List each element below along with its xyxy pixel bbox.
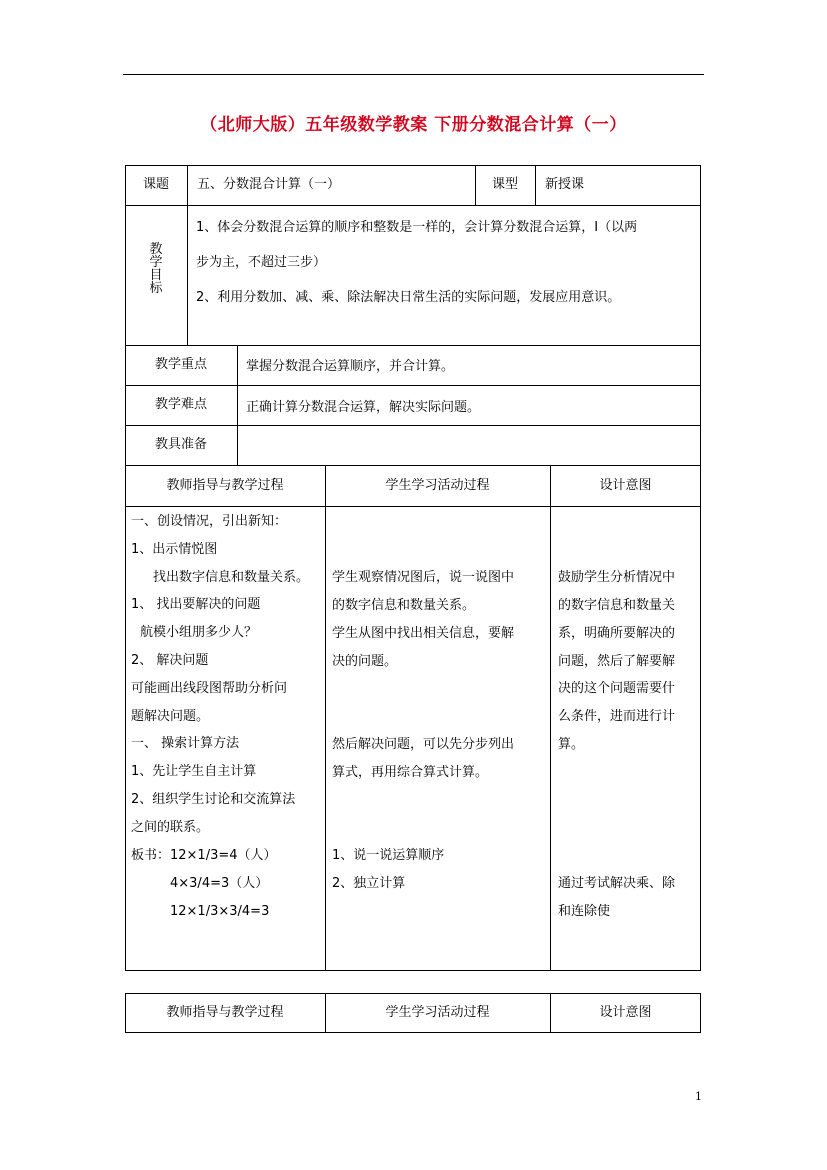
footer-header-student: 学生学习活动过程 [385,1005,490,1020]
difficulty-value: 正确计算分数混合运算，解决实际问题。 [246,400,481,415]
teacher-line: 一、创设情况，引出新知： [131,514,288,529]
footer-header-teacher: 教师指导与教学过程 [166,1005,284,1020]
table-rule [535,165,536,205]
table-rule [125,506,701,507]
header-rule [123,74,704,75]
table-rule [125,205,701,206]
intent-line: 和连除使 [558,904,611,919]
type-label: 课型 [491,177,518,192]
student-line: 的数字信息和数量关系。 [332,598,476,613]
intent-line: 系，明确所要解决的 [558,626,676,641]
student-line: 学生观察情况图后，说一说图中 [332,570,515,585]
teacher-line: 题解决问题。 [131,709,210,724]
table-rule [125,385,701,386]
table-rule [237,345,238,465]
teacher-line: 一、 操索计算方法 [131,736,240,751]
goal-line: 1、体会分数混合运算的顺序和整数是一样的，会计算分数混合运算，I（以两 [196,220,638,235]
teacher-line: 航模小组朋多少人？ [127,625,258,640]
student-line: 算式，再用综合算式计算。 [332,765,489,780]
type-value: 新授课 [545,177,585,192]
teacher-line: 可能画出线段图帮助分析问 [131,681,288,696]
teacher-line: 之间的联系。 [131,820,210,835]
document-title: （北师大版）五年级数学教案 下册分数混合计算（一） [200,115,627,135]
teacher-line: 1、先让学生自主计算 [131,764,257,779]
teacher-line: 板书：12×1/3=4（人） [131,848,277,863]
tools-label: 教具准备 [154,437,207,452]
intent-line: 通过考试解决乘、除 [558,876,676,891]
student-line: 学生从图中找出相关信息，要解 [332,626,515,641]
page-number: 1 [695,1090,702,1103]
goal-line: 步为主，不超过三步） [196,255,327,270]
intent-line: 鼓励学生分析情况中 [558,570,676,585]
teacher-line: 12×1/3×3/4=3 [131,904,270,919]
intent-line: 的数字信息和数量关 [558,598,676,613]
difficulty-label: 教学难点 [154,397,207,412]
topic-value: 五、分数混合计算（一） [197,177,341,192]
table-rule [125,425,701,426]
table-rule [550,465,551,971]
table-rule [125,345,701,346]
table-rule [125,465,701,466]
student-line: 决的问题。 [332,654,398,669]
header-intent: 设计意图 [599,478,652,493]
goal-line: 2、利用分数加、减、乘、除法解决日常生活的实际问题，发展应用意识。 [196,290,621,305]
intent-line: 算。 [558,737,585,752]
student-line: 然后解决问题，可以先分步列出 [332,737,515,752]
intent-line: 决的这个问题需要什 [558,681,676,696]
teacher-line: 1、出示情悦图 [131,542,218,557]
intent-line: 么条件，进而进行计 [558,709,676,724]
topic-label: 课题 [142,177,169,192]
header-teacher: 教师指导与教学过程 [166,478,284,493]
student-line: 1、说一说运算顺序 [332,848,445,863]
goals-label: 教学目标 [149,242,163,296]
key-label: 教学重点 [154,357,207,372]
table-rule [325,465,326,971]
teacher-line: 2、组织学生讨论和交流算法 [131,792,296,807]
teacher-line: 找出数字信息和数量关系。 [140,570,310,585]
teacher-line: 4×3/4=3（人） [131,876,269,891]
intent-line: 问题，然后了解要解 [558,654,676,669]
student-line: 2、独立计算 [332,876,406,891]
header-student: 学生学习活动过程 [385,478,490,493]
footer-header-intent: 设计意图 [599,1005,652,1020]
key-value: 掌握分数混合运算顺序，并合计算。 [246,359,455,374]
teacher-line: 1、 找出要解决的问题 [131,597,261,612]
teacher-line: 2、 解决问题 [131,653,209,668]
table-rule [187,165,188,345]
